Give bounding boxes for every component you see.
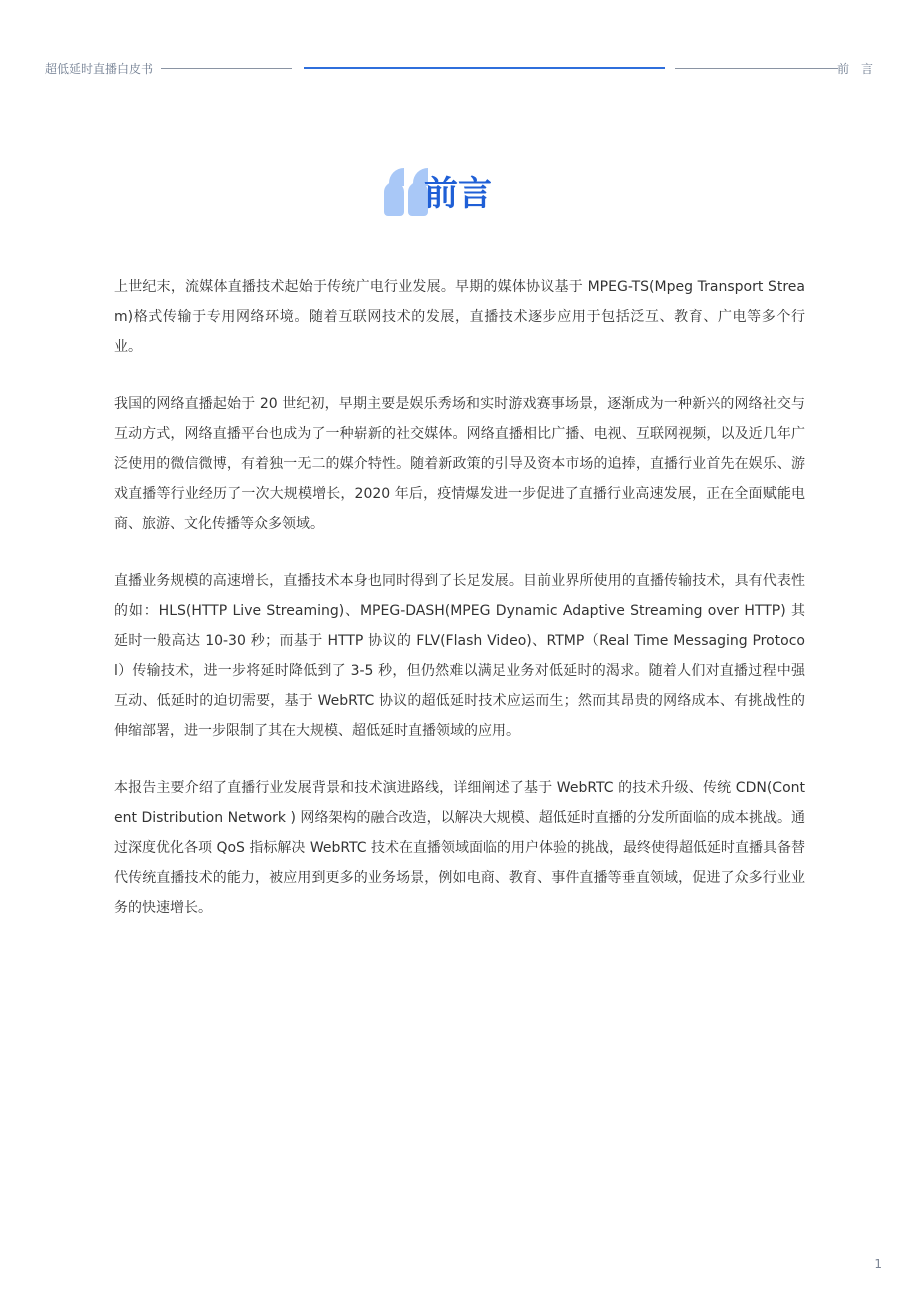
header-rule-right <box>675 68 838 69</box>
document-title: 超低延时直播白皮书 <box>45 62 154 76</box>
preface-body <box>114 272 805 950</box>
paragraph: 本报告主要介绍了直播行业发展背景和技术演进路线，详细阐述了基于 WebRTC 的技术升级、传统 CDN(Content Distribution Network ) 网络架构的融合改造，以解决大规模、超低延时直播的分发所面临的成本挑战。通过深度优化各项 QoS 指标解决 WebRTC 技术在直播领域面临的用户体验的挑战，最终使得超低延时直播具备替代传统直播技术的能力，被应用到更多的业务场景，例如电商、教育、事件直播等垂直领域，促进了众多行业业务的快速增长。 <box>114 780 806 916</box>
page-number: 1 <box>874 1257 882 1271</box>
header-rule-accent <box>304 67 665 69</box>
page-header <box>45 59 877 79</box>
page-title: 前言 <box>424 174 492 214</box>
paragraph: 直播业务规模的高速增长，直播技术本身也同时得到了长足发展。目前业界所使用的直播传输技术，具有代表性的如：HLS(HTTP Live Streaming)、MPEG-DASH(MPEG Dynamic Adaptive Streaming over HTTP) 其延时一般高达 10-30 秒；而基于 HTTP 协议的 FLV(Flash Video)、RTMP（Real Time Messaging Protocol）传输技术，进一步将延时降低到了 3-5 秒，但仍然难以满足业务对低延时的渴求。随着人们对直播过程中强互动、低延时的迫切需要，基于 WebRTC 协议的超低延时技术应运而生；然而其昂贵的网络成本、有挑战性的伸缩部署，进一步限制了其在大规模、超低延时直播领域的应用。 <box>114 573 805 739</box>
paragraph: 上世纪末，流媒体直播技术起始于传统广电行业发展。早期的媒体协议基于 MPEG-TS(Mpeg Transport Stream)格式传输于专用网络环境。随着互联网技术的发展，直播技术逐步应用于包括泛互、教育、广电等多个行业。 <box>114 279 805 355</box>
header-rule-left <box>161 68 292 69</box>
paragraph: 我国的网络直播起始于 20 世纪初，早期主要是娱乐秀场和实时游戏赛事场景，逐渐成为一种新兴的网络社交与互动方式，网络直播平台也成为了一种崭新的社交媒体。网络直播相比广播、电视、互联网视频，以及近几年广泛使用的微信微博，有着独一无二的媒介特性。随着新政策的引导及资本市场的追捧，直播行业首先在娱乐、游戏直播等行业经历了一次大规模增长，2020 年后，疫情爆发进一步促进了直播行业高速发展，正在全面赋能电商、旅游、文化传播等众多领域。 <box>114 396 805 532</box>
section-title: 前 言 <box>837 62 877 76</box>
quote-mark-icon <box>384 168 404 216</box>
page-title-block <box>384 168 504 220</box>
